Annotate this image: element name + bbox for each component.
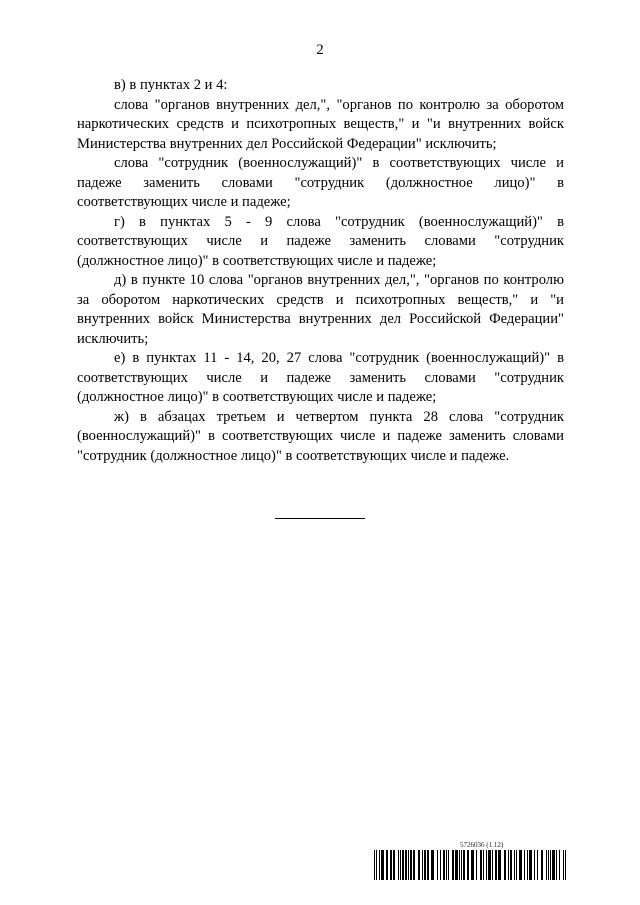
paragraph-g: г) в пунктах 5 - 9 слова "сотрудник (военнослужащий)" в соответствующих числе и падеже заменить словами "сотрудник (должностное лицо)" в соответствующих числе и падеже; (77, 213, 564, 269)
page-number: 2 (316, 42, 324, 58)
barcode (374, 850, 566, 880)
document-body (77, 76, 564, 466)
end-rule (275, 518, 365, 519)
paragraph-v-replace: слова "сотрудник (военнослужащий)" в соответствующих числе и падеже заменить словами "сотрудник (должностное лицо)" в соответствующих числе и падеже; (77, 155, 564, 210)
paragraph-e: е) в пунктах 11 - 14, 20, 27 слова "сотрудник (военнослужащий)" в соответствующих числе и падеже заменить словами "сотрудник (должностное лицо)" в соответствующих числе и падеже; (77, 350, 564, 405)
paragraph-v-exclude: слова "органов внутренних дел,", "органов по контролю за оборотом наркотических средств и психотропных веществ," и "и внутренних войск Министерства внутренних дел Российской Федерации" исключить; (77, 96, 564, 152)
doc-code: 5726036 (1.12) (460, 841, 504, 849)
paragraph-v-header: в) в пунктах 2 и 4: (114, 77, 228, 93)
paragraph-zh: ж) в абзацах третьем и четвертом пункта 28 слова "сотрудник (военнослужащий)" в соответствующих числе и падеже заменить словами "сотрудник (должностное лицо)" в соответствующих числе и падеже. (77, 408, 564, 464)
paragraph-d: д) в пункте 10 слова "органов внутренних дел,", "органов по контролю за оборотом наркотических средств и психотропных веществ," и "и внутренних войск Министерства внутренних дел Российской Федерации" исключить; (77, 272, 564, 347)
